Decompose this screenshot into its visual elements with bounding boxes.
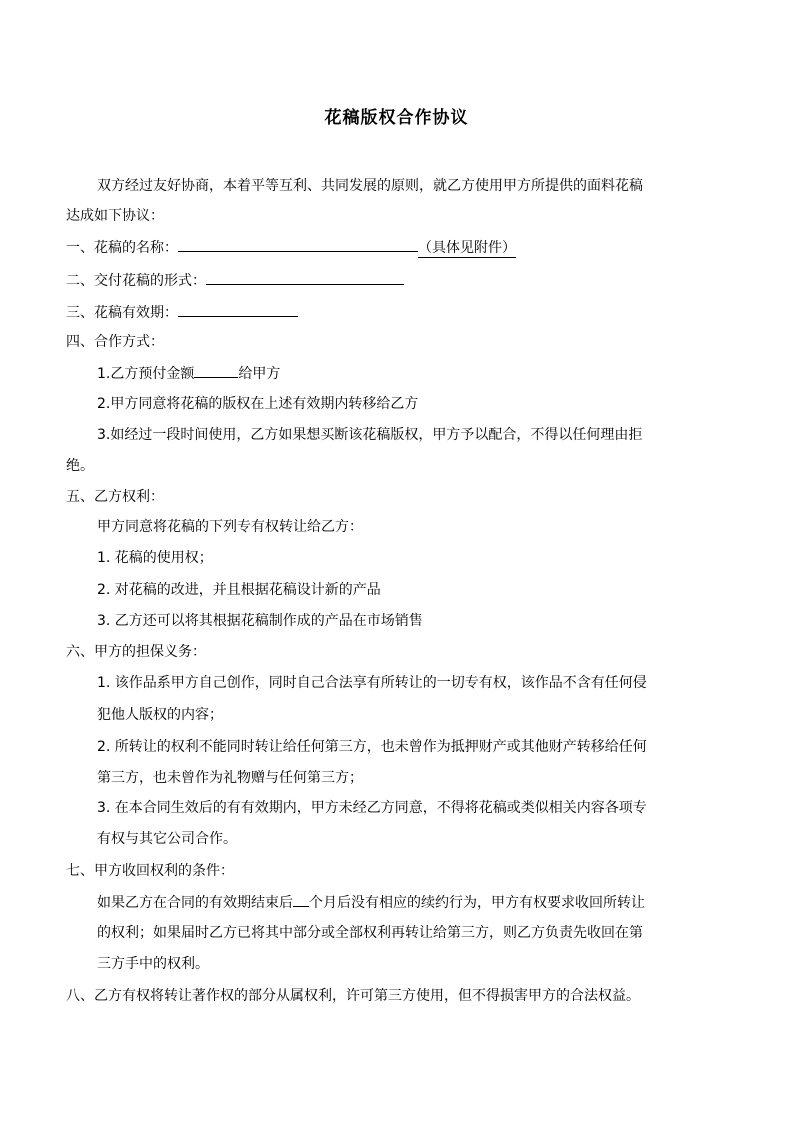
section-2-label: 二、交付花稿的形式：	[66, 273, 206, 289]
section-6-item-3-line-1: 3. 在本合同生效后的有有效期内，甲方未经乙方同意，不得将花稿或类似相关内容各项专	[97, 800, 647, 816]
flower-name-blank[interactable]	[178, 237, 418, 252]
delivery-form-blank[interactable]	[206, 270, 404, 285]
section-6-item-1-line-2: 犯他人版权的内容；	[97, 707, 223, 723]
section-1	[66, 237, 516, 258]
section-5-item-1: 1. 花稿的使用权；	[97, 550, 213, 566]
section-4-item-3-line-2: 绝。	[66, 458, 94, 474]
section-7-heading: 七、甲方收回权利的条件：	[66, 863, 234, 879]
section-6-item-2-line-1: 2. 所转让的权利不能同时转让给任何第三方，也未曾作为抵押财产或其他财产转移给任何	[97, 739, 647, 755]
section-3-label: 三、花稿有效期：	[66, 305, 178, 321]
months-blank[interactable]	[293, 892, 309, 907]
section-5-item-2: 2. 对花稿的改进，并且根据花稿设计新的产品	[97, 582, 381, 598]
section-3	[66, 302, 298, 323]
section-5-heading: 五、乙方权利：	[66, 489, 164, 505]
section-1-suffix: （具体见附件）	[418, 240, 516, 256]
section-4-item-2: 2.甲方同意将花稿的版权在上述有效期内转移给乙方	[97, 396, 419, 412]
prepay-amount-blank[interactable]	[194, 363, 238, 378]
section-4-item-1-pre: 1.乙方预付金额	[97, 366, 195, 382]
section-1-label: 一、花稿的名称：	[66, 240, 178, 256]
section-5-lead: 甲方同意将花稿的下列专有权转让给乙方：	[97, 519, 363, 535]
section-7-line-2: 的权利；如果届时乙方已将其中部分或全部权利再转让给第三方，则乙方负责先收回在第	[97, 925, 643, 941]
section-8: 八、乙方有权将转让著作权的部分从属权利，许可第三方使用，但不得损害甲方的合法权益。	[66, 988, 640, 1004]
section-7-line-1	[97, 892, 645, 913]
section-7-line-1-post: 个月后没有相应的续约行为，甲方有权要求收回所转让	[309, 895, 645, 911]
section-6-item-3-line-2: 有权与其它公司合作。	[97, 831, 237, 847]
intro-line-2: 达成如下协议：	[66, 208, 164, 224]
section-2	[66, 270, 404, 291]
section-4-item-1-post: 给甲方	[238, 366, 281, 382]
section-4-item-3-line-1: 3.如经过一段时间使用，乙方如果想买断该花稿版权，甲方予以配合，不得以任何理由拒	[97, 427, 643, 443]
section-6-item-2-line-2: 第三方，也未曾作为礼物赠与任何第三方；	[97, 770, 363, 786]
section-6-heading: 六、甲方的担保义务：	[66, 644, 206, 660]
validity-period-blank[interactable]	[178, 302, 298, 317]
section-6-item-1-line-1: 1. 该作品系甲方自己创作，同时自己合法享有所转让的一切专有权，该作品不含有任何侵	[97, 675, 647, 691]
section-4-heading: 四、合作方式：	[66, 334, 164, 350]
section-7-line-3: 三方手中的权利。	[97, 956, 209, 972]
section-4-item-1	[97, 363, 280, 384]
section-7-line-1-pre: 如果乙方在合同的有效期结束后	[97, 895, 293, 911]
section-5-item-3: 3. 乙方还可以将其根据花稿制作成的产品在市场销售	[97, 613, 423, 629]
document-title: 花稿版权合作协议	[324, 108, 469, 128]
intro-line-1: 双方经过友好协商，本着平等互利、共同发展的原则，就乙方使用甲方所提供的面料花稿	[97, 178, 643, 194]
